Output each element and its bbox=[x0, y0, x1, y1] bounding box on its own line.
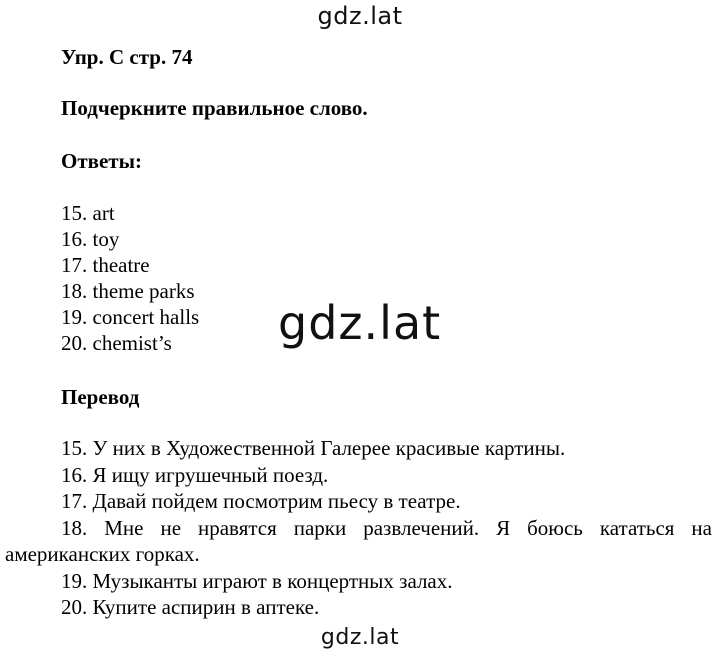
exercise-instruction: Подчеркните правильное слово. bbox=[61, 96, 368, 120]
translation-line-17: 17. Давай пойдем посмотрим пьесу в театре. bbox=[61, 489, 461, 513]
translation-block bbox=[5, 435, 712, 621]
translation-line-16: 16. Я ищу игрушечный поезд. bbox=[61, 462, 329, 487]
answer-item: 18. theme parks bbox=[61, 279, 195, 303]
answer-item: 19. concert halls bbox=[61, 305, 200, 329]
translation-line-20: 20. Купите аспирин в аптеке. bbox=[61, 595, 320, 619]
translation-line-15: 15. У них в Художественной Галерее красивые картины. bbox=[61, 436, 566, 460]
answer-item: 15. art bbox=[61, 201, 115, 225]
translation-heading: Перевод bbox=[61, 385, 140, 409]
translation-line-18b: американских горках. bbox=[5, 542, 200, 566]
watermark-bottom: gdz.lat bbox=[320, 625, 400, 650]
watermark-center: gdz.lat bbox=[278, 296, 442, 350]
answer-item: 16. toy bbox=[61, 227, 120, 251]
answer-item: 20. chemist’s bbox=[61, 331, 172, 355]
exercise-title: Упр. C стр. 74 bbox=[61, 45, 193, 69]
translation-line-19: 19. Музыканты играют в концертных залах. bbox=[61, 568, 453, 593]
answers-heading: Ответы: bbox=[61, 149, 143, 173]
watermark-top: gdz.lat bbox=[317, 2, 403, 30]
answers-list bbox=[61, 200, 199, 356]
answer-item: 17. theatre bbox=[61, 253, 150, 277]
translation-line-18a: 18. Мне не нравятся парки развлечений. Я боюсь кататься на bbox=[61, 515, 712, 540]
